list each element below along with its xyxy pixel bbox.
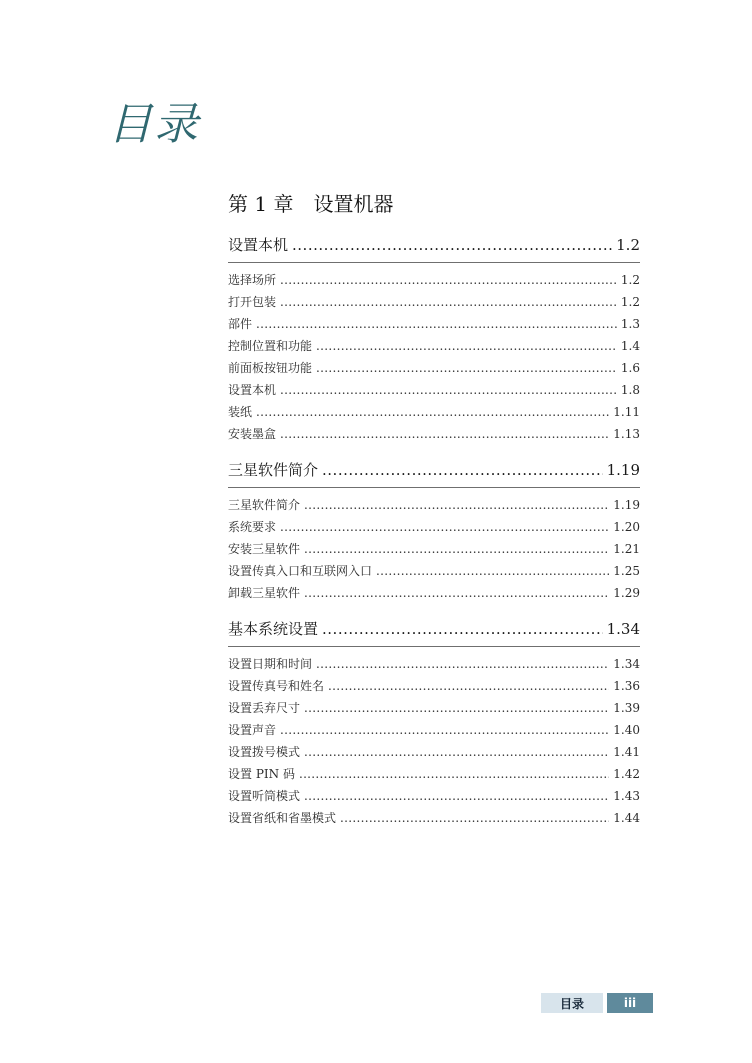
dot-leader: [304, 586, 609, 600]
toc-section: [228, 234, 640, 447]
entry-label: 系统要求: [228, 520, 277, 534]
toc-section: [228, 618, 640, 831]
toc-entry[interactable]: [228, 359, 640, 381]
entry-page: 1.19: [613, 498, 640, 512]
entry-page: 1.13: [613, 427, 640, 441]
entry-label: 设置听筒模式: [228, 789, 301, 803]
toc-entry[interactable]: [228, 699, 640, 721]
toc-entry[interactable]: [228, 425, 640, 447]
toc-entry[interactable]: [228, 337, 640, 359]
toc-entry[interactable]: [228, 809, 640, 831]
dot-leader: [304, 701, 609, 715]
entry-page: 1.25: [613, 564, 640, 578]
dot-leader: [280, 383, 617, 397]
entry-label: 设置声音: [228, 723, 277, 737]
dot-leader: [340, 811, 609, 825]
footer-page-number: iii: [607, 993, 653, 1013]
entry-label: 选择场所: [228, 273, 277, 287]
toc-section-heading[interactable]: [228, 459, 640, 488]
entry-page: 1.36: [613, 679, 640, 693]
dot-leader: [256, 405, 609, 419]
entry-label: 部件: [228, 317, 253, 331]
dot-leader: [328, 679, 609, 693]
dot-leader: [304, 789, 609, 803]
entry-label: 设置丢弃尺寸: [228, 701, 301, 715]
entry-label: 设置传真号和姓名: [228, 679, 325, 693]
dot-leader: [322, 461, 603, 479]
entry-page: 1.39: [613, 701, 640, 715]
entry-label: 安装墨盒: [228, 427, 277, 441]
entry-page: 1.2: [620, 273, 640, 287]
dot-leader: [316, 361, 617, 375]
toc-entry[interactable]: [228, 562, 640, 584]
toc-entry[interactable]: [228, 677, 640, 699]
toc-section: [228, 459, 640, 606]
dot-leader: [304, 745, 609, 759]
entry-label: 设置传真入口和互联网入口: [228, 564, 373, 578]
toc-entry[interactable]: [228, 496, 640, 518]
entry-page: 1.41: [613, 745, 640, 759]
chapter-title: 第 1 章 设置机器: [228, 192, 394, 216]
entry-page: 1.40: [613, 723, 640, 737]
entry-label: 三星软件简介: [228, 498, 301, 512]
entry-label: 设置拨号模式: [228, 745, 301, 759]
toc-entry[interactable]: [228, 381, 640, 403]
entry-page: 1.8: [620, 383, 640, 397]
toc-entry[interactable]: [228, 655, 640, 677]
dot-leader: [280, 295, 617, 309]
dot-leader: [322, 620, 603, 638]
toc-entry[interactable]: [228, 315, 640, 337]
dot-leader: [280, 520, 609, 534]
section-title: 设置本机: [228, 236, 289, 254]
entry-label: 设置 PIN 码: [228, 767, 295, 781]
entry-label: 卸载三星软件: [228, 586, 301, 600]
entry-label: 安装三星软件: [228, 542, 301, 556]
entry-page: 1.11: [613, 405, 640, 419]
entry-page: 1.6: [620, 361, 640, 375]
toc-entry[interactable]: [228, 540, 640, 562]
section-page: 1.19: [606, 461, 640, 479]
dot-leader: [376, 564, 609, 578]
page-footer: [541, 993, 653, 1013]
entry-page: 1.34: [613, 657, 640, 671]
toc-entry[interactable]: [228, 584, 640, 606]
toc-entry[interactable]: [228, 765, 640, 787]
section-title: 三星软件简介: [228, 461, 319, 479]
entry-label: 设置日期和时间: [228, 657, 313, 671]
dot-leader: [304, 498, 609, 512]
entry-page: 1.4: [620, 339, 640, 353]
entry-page: 1.21: [613, 542, 640, 556]
entry-label: 设置省纸和省墨模式: [228, 811, 337, 825]
section-page: 1.34: [606, 620, 640, 638]
dot-leader: [299, 767, 609, 781]
toc-entry[interactable]: [228, 787, 640, 809]
entry-page: 1.29: [613, 586, 640, 600]
footer-section-label: 目录: [541, 993, 603, 1013]
entry-label: 打开包装: [228, 295, 277, 309]
page-title: 目录: [108, 99, 200, 150]
toc-section-heading[interactable]: [228, 618, 640, 647]
toc-entry[interactable]: [228, 721, 640, 743]
dot-leader: [256, 317, 617, 331]
toc-entry[interactable]: [228, 518, 640, 540]
toc-section-heading[interactable]: [228, 234, 640, 263]
entry-page: 1.2: [620, 295, 640, 309]
entry-label: 设置本机: [228, 383, 277, 397]
toc-entry[interactable]: [228, 403, 640, 425]
section-title: 基本系统设置: [228, 620, 319, 638]
entry-page: 1.20: [613, 520, 640, 534]
entry-label: 装纸: [228, 405, 253, 419]
toc-entry[interactable]: [228, 271, 640, 293]
dot-leader: [280, 273, 617, 287]
toc-entry[interactable]: [228, 293, 640, 315]
entry-label: 前面板按钮功能: [228, 361, 313, 375]
entry-page: 1.43: [613, 789, 640, 803]
dot-leader: [304, 542, 609, 556]
dot-leader: [292, 236, 612, 254]
section-page: 1.2: [616, 236, 640, 254]
dot-leader: [316, 339, 617, 353]
dot-leader: [316, 657, 609, 671]
entry-page: 1.44: [613, 811, 640, 825]
entry-page: 1.42: [613, 767, 640, 781]
table-of-contents: [228, 234, 640, 843]
toc-entry[interactable]: [228, 743, 640, 765]
entry-page: 1.3: [620, 317, 640, 331]
entry-label: 控制位置和功能: [228, 339, 313, 353]
dot-leader: [280, 723, 609, 737]
dot-leader: [280, 427, 609, 441]
